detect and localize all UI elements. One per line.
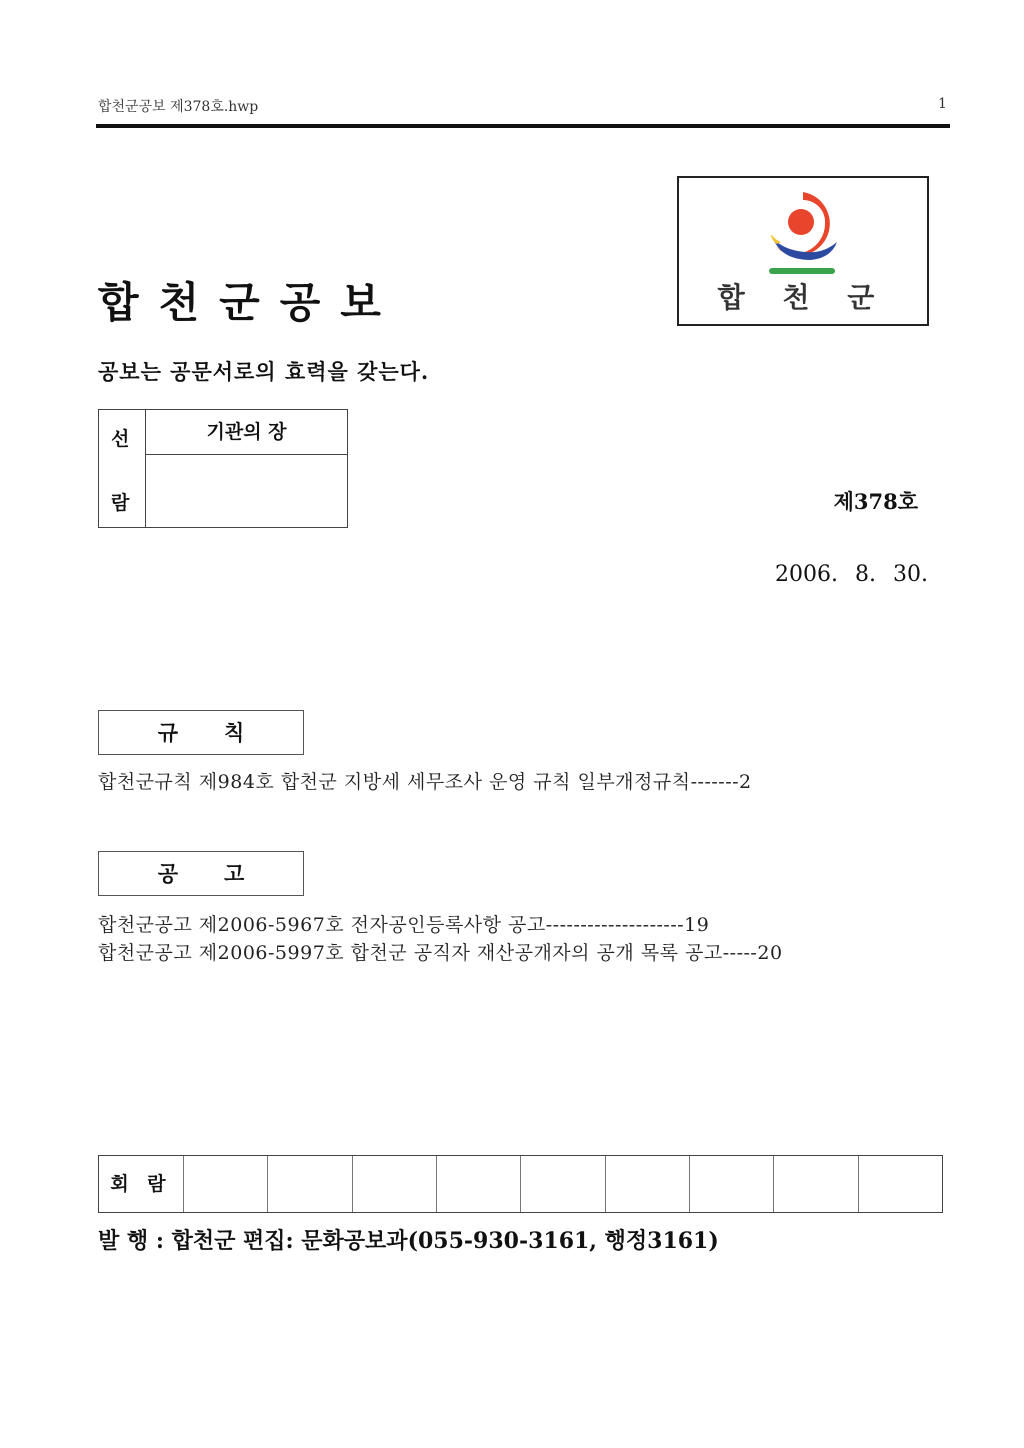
- logo-text: 합 천 군: [717, 281, 889, 314]
- circulation-cell: [520, 1156, 604, 1212]
- toc-item: 합천군공고 제2006-5997호 합천군 공직자 재산공개자의 공개 목록 공고-----20: [98, 942, 783, 964]
- circulation-cell: [183, 1156, 267, 1212]
- circulation-row-label: 회 람: [110, 1173, 172, 1195]
- toc-item: 합천군규칙 제984호 합천군 지방세 세무조사 운영 규칙 일부개정규칙-------2: [98, 771, 752, 793]
- issue-date: 2006. 8. 30.: [775, 562, 928, 587]
- page-title: 합천군공보: [98, 278, 401, 327]
- header-filename: 합천군공보 제378호.hwp: [98, 99, 259, 115]
- circulation-cell: [858, 1156, 942, 1212]
- circulation-row: [98, 1155, 943, 1213]
- header-rule: [96, 124, 950, 128]
- circulation-cell: [773, 1156, 857, 1212]
- circulation-cell: [267, 1156, 351, 1212]
- circulation-cell: [352, 1156, 436, 1212]
- circulation-cell: [605, 1156, 689, 1212]
- circulation-cell: [436, 1156, 520, 1212]
- header-page-number: 1: [938, 96, 947, 112]
- issue-number: 제378호: [833, 489, 918, 514]
- subtitle: 공보는 공문서로의 효력을 갖는다.: [98, 359, 430, 384]
- county-emblem-icon: [761, 188, 845, 280]
- circulation-side-top: 선: [111, 428, 130, 450]
- section-label-notices: 공고: [98, 851, 304, 896]
- section-label-rules: 규칙: [98, 710, 304, 755]
- circulation-side-column: [99, 410, 146, 527]
- circulation-side-bottom: 람: [111, 492, 130, 514]
- toc-item: 합천군공고 제2006-5967호 전자공인등록사항 공고--------------------19: [98, 914, 710, 936]
- publisher-info: 발 행 : 합천군 편집: 문화공보과(055-930-3161, 행정3161): [98, 1228, 719, 1254]
- logo-box: [677, 176, 929, 326]
- circulation-cell: [689, 1156, 773, 1212]
- circulation-header: 기관의 장: [146, 410, 347, 455]
- circulation-box: [98, 409, 348, 528]
